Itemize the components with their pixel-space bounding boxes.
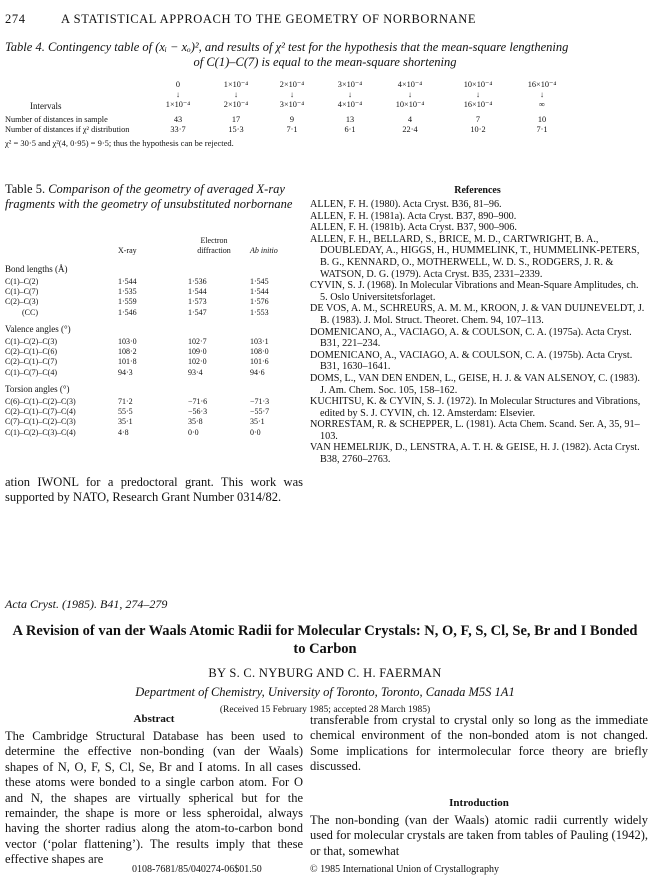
reference-item: VAN HEMELRIJK, D., LENSTRA, A. T. H. & GEISE, H. J. (1982). Acta Cryst. B38, 2760–2763. (310, 442, 640, 466)
abstract-right: transferable from crystal to crystal only so long as the immediate chemical environment of the non-bonded atom is not changed. Some implications for intermolecular force theory are briefly discussed. (310, 713, 648, 774)
row-value: 93·4 (188, 367, 203, 377)
row-value: 109·0 (188, 347, 207, 357)
row-value: 1·544 (118, 277, 137, 286)
table4-note: χ² = 30·5 and χ²(4, 0·95) = 9·5; thus the hypothesis can be rejected. (5, 138, 234, 148)
row-value: 102·0 (188, 357, 207, 367)
down-arrow-icon: ↓ (539, 90, 545, 99)
journal-line (5, 597, 167, 612)
row-label: C(2)–C(1)–C(6) (5, 347, 57, 357)
row-value: 0·0 (250, 427, 261, 437)
reference-item: DE VOS, A. M., SCHREURS, A. M. M., KROON, J. & VAN DUIJNEVELDT, J. B. (1983). J. Mol. Struct. Theoret. Chem. 94, 107–113. (310, 303, 645, 326)
row-value: 1·559 (118, 297, 137, 307)
acknowledgement: ation IWONL for a predoctoral grant. This work was supported by NATO, Research Grant Number 0314/82. (5, 475, 303, 504)
journal-citation: Acta Cryst. (1985). B41, 274–279 (5, 597, 168, 611)
row-label: C(1)–C(7)–C(4) (5, 367, 57, 377)
row1-label: Number of distances in sample (5, 115, 108, 124)
abstract-heading: Abstract (133, 713, 175, 725)
references-heading: References (454, 185, 501, 196)
authors: BY S. C. NYBURG AND C. H. FAERMAN (208, 666, 442, 680)
row-label: C(1)–C(2) (5, 277, 39, 286)
expected-count: 10·2 (470, 125, 486, 134)
interval-upper: 2×10⁻⁴ (223, 100, 249, 109)
down-arrow-icon: ↓ (347, 90, 353, 99)
observed-count: 13 (345, 115, 355, 124)
row-value: 108·0 (250, 347, 269, 357)
row-label: C(6)–C(1)–C(2)–C(3) (5, 397, 76, 406)
observed-count: 10 (537, 115, 547, 124)
reference-item: ALLEN, F. H. (1981a). Acta Cryst. B37, 890–900. (310, 210, 517, 222)
interval-lower: 1×10⁻⁴ (223, 80, 249, 89)
reference-item: ALLEN, F. H. (1981b). Acta Cryst. B37, 900–906. (310, 222, 517, 234)
observed-count: 9 (289, 115, 295, 124)
table4-caption (5, 40, 645, 70)
row-label: C(7)–C(1)–C(2)–C(3) (5, 417, 76, 427)
running-title: A STATISTICAL APPROACH TO THE GEOMETRY OF NORBORNANE (61, 12, 477, 26)
col-ed-1: Electron (200, 236, 228, 245)
reference-item: DOMENICANO, A., VACIAGO, A. & COULSON, C. A. (1975a). Acta Cryst. B31, 221–234. (310, 326, 632, 350)
interval-lower: 2×10⁻⁴ (279, 80, 305, 89)
row-value: 1·546 (118, 307, 137, 317)
interval-lower: 0 (175, 80, 181, 89)
row-value: −71·3 (250, 397, 270, 406)
expected-count: 7·1 (286, 125, 298, 134)
row-value: 1·545 (250, 277, 269, 286)
row-value: 35·8 (188, 417, 203, 427)
down-arrow-icon: ↓ (407, 90, 413, 99)
reference-item: KUCHITSU, K. & CYVIN, S. J. (1972). In Molecular Structures and Vibrations, edited by S. J. CYVIN, ch. 12. Amsterdam: Elsevier. (310, 396, 641, 419)
received-dates: (Received 15 February 1985; accepted 28 March 1985) (219, 705, 431, 715)
reference-item: NORRESTAM, R. & SCHEPPER, L. (1981). Acta Chem. Scand. Ser. A, 35, 91–103. (310, 419, 640, 442)
interval-upper: ∞ (539, 100, 545, 109)
interval-lower: 16×10⁻⁴ (527, 80, 557, 89)
row-value: 103·1 (250, 337, 269, 346)
table4-caption-line2: of C(1)–C(7) is equal to the mean-square shortening (193, 55, 457, 69)
expected-count: 15·3 (228, 125, 244, 134)
reference-item: DOMS, L., VAN DEN ENDEN, L., GEISE, H. J. & VAN ALSENOY, C. (1983). J. Am. Chem. Soc. 105, 158–162. (310, 372, 640, 396)
col-xray: X-ray (118, 246, 137, 255)
expected-count: 6·1 (344, 125, 356, 134)
interval-lower: 4×10⁻⁴ (397, 80, 423, 89)
row-value: 0·0 (188, 427, 199, 437)
down-arrow-icon: ↓ (233, 90, 239, 99)
table4 (0, 76, 650, 136)
table5-caption (5, 182, 300, 211)
col-ed-2: diffraction (197, 246, 231, 255)
observed-count: 17 (231, 115, 241, 124)
introduction-heading: Introduction (449, 797, 509, 809)
interval-upper: 16×10⁻⁴ (463, 100, 493, 109)
reference-item: CYVIN, S. J. (1968). In Molecular Vibrations and Mean-Square Amplitudes, ch. 5. Oslo Universitetsforlaget. (310, 280, 639, 303)
observed-count: 43 (173, 115, 183, 124)
row-value: 35·1 (118, 417, 133, 427)
row-value: −55·7 (250, 407, 270, 417)
col-ab: Ab initio (250, 246, 278, 255)
row-value: 1·576 (250, 297, 269, 307)
intervals-label: Intervals (30, 101, 62, 111)
row-value: 71·2 (118, 397, 133, 406)
abstract-left: The Cambridge Structural Database has been used to determine the effective non-bonding (van der Waals) shapes of N, O, F, S, Cl, Se, Br and I atoms. In all cases these atoms were bonded to a single carbon atom. For O and N, the shapes are virtually spherical but for the remainder, the shape is more or less spheroidal, always having the shorter radius along the atom-to-carbon bond vector (‘polar flattening’). The results imply that these effective shapes are (5, 729, 303, 867)
row-value: 35·1 (250, 417, 265, 427)
interval-upper: 10×10⁻⁴ (395, 100, 425, 109)
table5-caption-label: Table 5. (5, 182, 46, 196)
interval-upper: 1×10⁻⁴ (165, 100, 191, 109)
footer-code: 0108-7681/85/040274-06$01.50 (132, 864, 262, 875)
article-title: A Revision of van der Waals Atomic Radii for Molecular Crystals: N, O, F, S, Cl, Se, Br and I Bonded to Carbon (12, 623, 638, 657)
sec-valence: Valence angles (°) (5, 324, 71, 334)
sec-torsion: Torsion angles (°) (5, 384, 70, 394)
interval-upper: 3×10⁻⁴ (279, 100, 305, 109)
row-label: (CC) (22, 307, 38, 317)
reference-item: ALLEN, F. H. (1980). Acta Cryst. B36, 81–96. (310, 199, 502, 210)
table5 (0, 232, 310, 467)
expected-count: 33·7 (170, 125, 186, 134)
introduction-text: The non-bonding (van der Waals) atomic radii currently widely used for molecular crystals are taken from tables of Pauling (1942), or that, somewhat (310, 813, 648, 858)
row-value: 101·8 (118, 357, 137, 367)
down-arrow-icon: ↓ (289, 90, 295, 99)
interval-upper: 4×10⁻⁴ (337, 100, 363, 109)
row-label: C(1)–C(2)–C(3)–C(4) (5, 427, 76, 437)
row-value: 1·547 (188, 307, 207, 317)
row-value: 94·3 (118, 367, 133, 377)
row-value: 103·0 (118, 337, 137, 346)
department: Department of Chemistry, University of Toronto, Toronto, Canada M5S 1A1 (135, 685, 515, 699)
reference-item: DOMENICANO, A., VACIAGO, A. & COULSON, C. A. (1975b). Acta Cryst. B31, 1630–1641. (310, 349, 633, 373)
row-value: −71·6 (188, 397, 208, 406)
row-value: 1·553 (250, 307, 269, 317)
row-value: 108·2 (118, 347, 137, 357)
interval-lower: 3×10⁻⁴ (337, 80, 363, 89)
page-number: 274 (5, 12, 26, 26)
expected-count: 22·4 (402, 125, 418, 134)
row-value: 1·573 (188, 297, 207, 307)
footer-copyright: © 1985 International Union of Crystallography (310, 864, 499, 875)
row-value: 102·7 (188, 337, 207, 346)
row-value: 1·536 (188, 277, 207, 286)
row-label: C(2)–C(1)–C(7)–C(4) (5, 407, 76, 417)
interval-lower: 10×10⁻⁴ (463, 80, 493, 89)
observed-count: 4 (407, 115, 413, 124)
row-value: 1·544 (188, 287, 207, 297)
sec-bonds: Bond lengths (Å) (5, 264, 68, 274)
row-label: C(1)–C(7) (5, 287, 39, 297)
down-arrow-icon: ↓ (475, 90, 481, 99)
expected-count: 7·1 (536, 125, 548, 134)
row-label: C(1)–C(2)–C(3) (5, 337, 57, 346)
table4-caption-line1: Table 4. Contingency table of (xᵢ − xₒ)², and results of χ² test for the hypothesis that the mean-square lengthening (5, 40, 569, 54)
row-value: 4·8 (118, 427, 129, 437)
reference-item: ALLEN, F. H., BELLARD, S., BRICE, M. D., CARTWRIGHT, B. A., DOUBLEDAY, A., HIGGS, H., HUMMELINK, T., HUMMELINK-PETERS, B. G., KENNARD, O., MOTHERWELL, W. D. S., RODGERS, J. R. & WATSON, D. G. (1979). Acta Cryst. B35, 2331–2339. (310, 233, 640, 280)
row2-label: Number of distances if χ² distribution (5, 125, 130, 134)
row-value: −56·3 (188, 407, 208, 417)
row-label: C(2)–C(3) (5, 297, 39, 307)
row-label: C(2)–C(1)–C(7) (5, 357, 57, 367)
references-list (310, 199, 648, 466)
down-arrow-icon: ↓ (175, 90, 181, 99)
row-value: 55·5 (118, 407, 133, 417)
observed-count: 7 (475, 115, 481, 124)
row-value: 94·6 (250, 367, 265, 377)
row-value: 1·544 (250, 287, 269, 297)
row-value: 1·535 (118, 287, 137, 297)
table5-caption-text: Comparison of the geometry of averaged X-ray fragments with the geometry of unsubstituted norbornane (5, 182, 293, 211)
row-value: 101·6 (250, 357, 269, 367)
